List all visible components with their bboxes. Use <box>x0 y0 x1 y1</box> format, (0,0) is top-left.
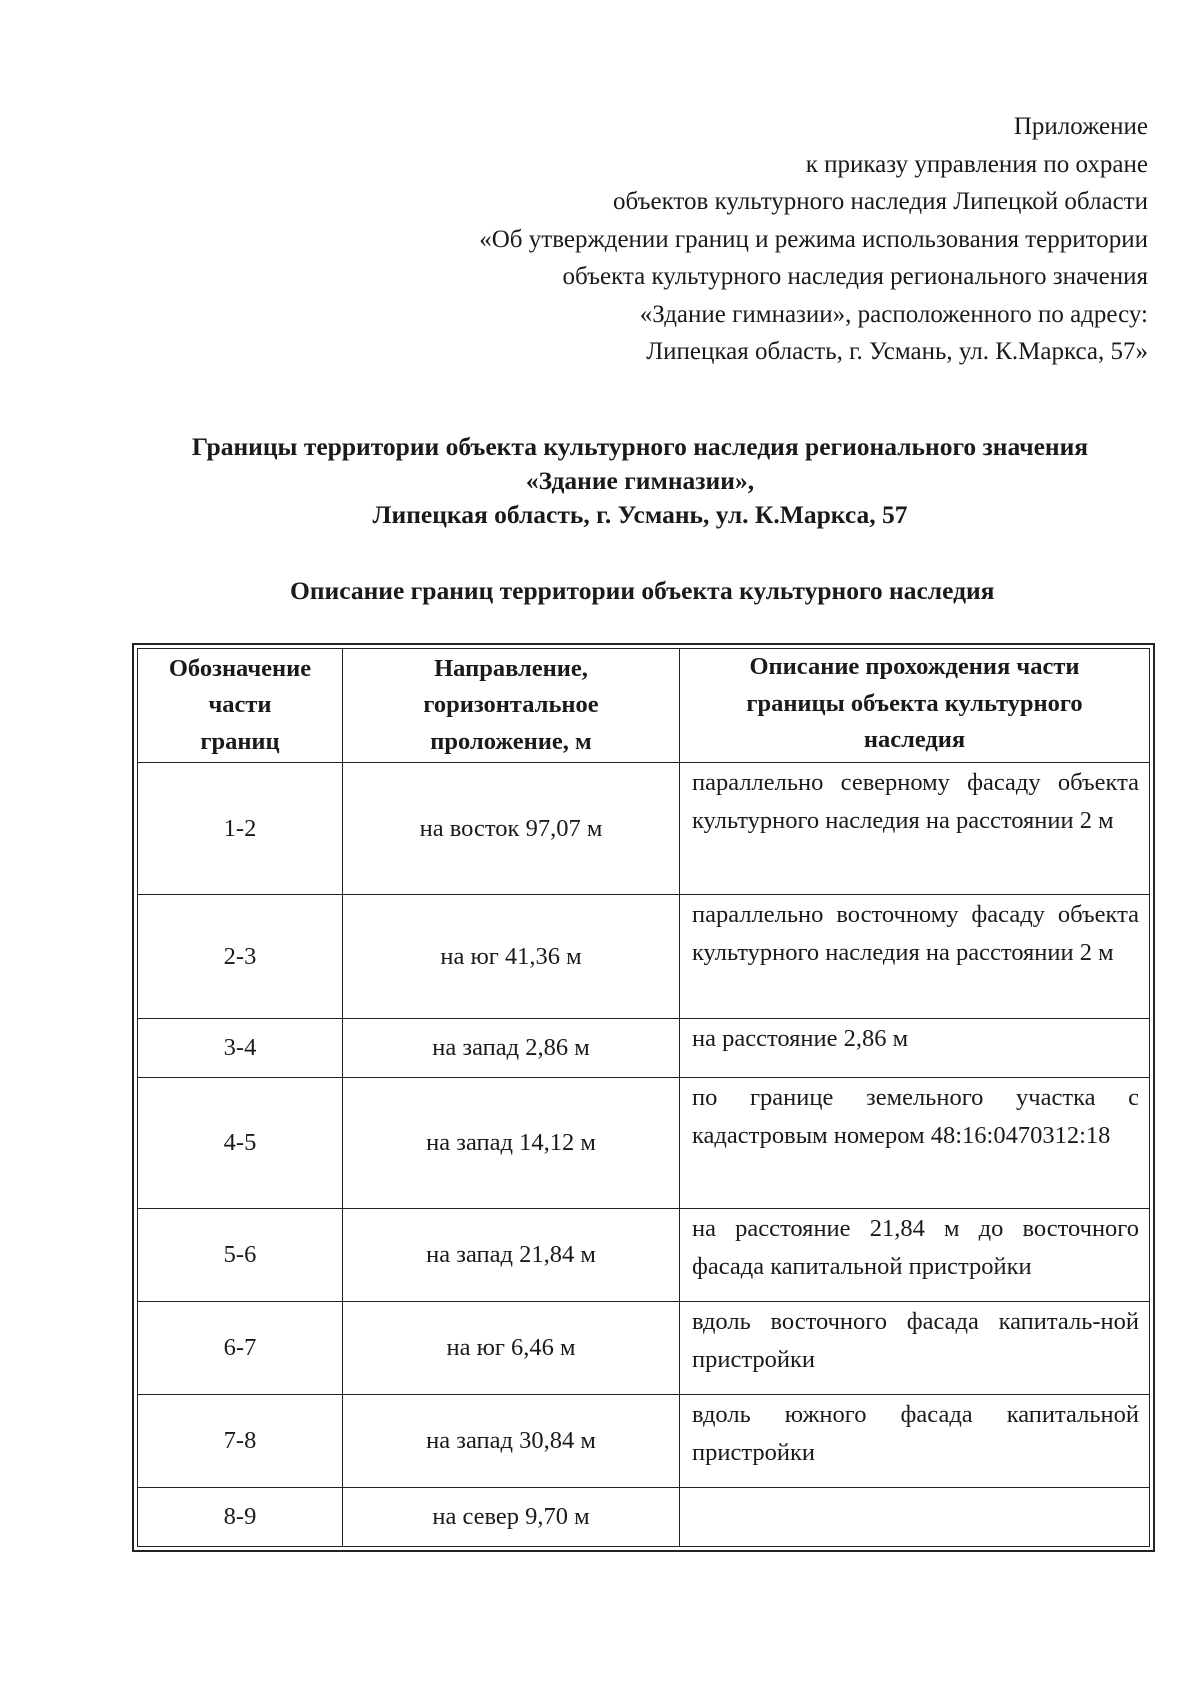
header-description: Описание прохождения части границы объекта культурного наследия <box>680 649 1150 763</box>
table-row <box>138 763 1150 895</box>
table-row <box>138 1488 1150 1547</box>
cell-part: 5-6 <box>138 1209 343 1302</box>
cell-direction: на юг 41,36 м <box>343 895 680 1019</box>
table-row <box>138 1078 1150 1209</box>
cell-direction: на запад 30,84 м <box>343 1395 680 1488</box>
cell-direction: на запад 21,84 м <box>343 1209 680 1302</box>
cell-part: 4-5 <box>138 1078 343 1209</box>
appendix-line: Приложение <box>1013 113 1148 140</box>
appendix-line: «Об утверждении границ и режима использования территории <box>479 225 1148 253</box>
cell-part: 6-7 <box>138 1302 343 1395</box>
table-caption: Описание границ территории объекта культурного наследия <box>290 576 995 605</box>
cell-direction: на юг 6,46 м <box>343 1302 680 1395</box>
cell-direction: на запад 14,12 м <box>343 1078 680 1209</box>
table-row <box>138 1019 1150 1078</box>
appendix-line: к приказу управления по охране <box>805 150 1148 178</box>
document-title <box>140 430 1140 532</box>
boundary-table-frame <box>132 643 1155 1552</box>
cell-description: вдоль восточного фасада капиталь-ной пристройки <box>680 1302 1150 1395</box>
header-direction: Направление, горизонтальное проложение, м <box>343 649 680 763</box>
table-row <box>138 1395 1150 1488</box>
cell-direction: на восток 97,07 м <box>343 763 680 895</box>
header-part: Обозначение части границ <box>138 649 343 763</box>
table-header-row <box>138 649 1150 763</box>
cell-direction: на север 9,70 м <box>343 1488 680 1547</box>
cell-part: 3-4 <box>138 1019 343 1078</box>
cell-part: 1-2 <box>138 763 343 895</box>
table-row <box>138 1302 1150 1395</box>
cell-description: параллельно восточному фасаду объекта культурного наследия на расстоянии 2 м <box>680 895 1150 1019</box>
title-line: Липецкая область, г. Усмань, ул. К.Маркса, 57 <box>372 500 908 529</box>
appendix-line: объектов культурного наследия Липецкой области <box>613 188 1148 215</box>
cell-description: на расстояние 2,86 м <box>680 1019 1150 1078</box>
table-row <box>138 895 1150 1019</box>
cell-description <box>680 1488 1150 1547</box>
cell-part: 7-8 <box>138 1395 343 1488</box>
cell-part: 2-3 <box>138 895 343 1019</box>
cell-part: 8-9 <box>138 1488 343 1547</box>
title-line: «Здание гимназии», <box>525 466 755 495</box>
cell-description: вдоль южного фасада капитальной пристройки <box>680 1395 1150 1488</box>
title-line: Границы территории объекта культурного наследия регионального значения <box>191 432 1089 461</box>
table-row <box>138 1209 1150 1302</box>
cell-direction: на запад 2,86 м <box>343 1019 680 1078</box>
appendix-line: Липецкая область, г. Усмань, ул. К.Маркса, 57» <box>646 338 1148 365</box>
boundary-table <box>137 648 1150 1547</box>
appendix-block <box>479 108 1148 371</box>
appendix-line: «Здание гимназии», расположенного по адресу: <box>639 300 1148 328</box>
appendix-line: объекта культурного наследия регионального значения <box>562 263 1148 290</box>
cell-description: на расстояние 21,84 м до восточного фасада капитальной пристройки <box>680 1209 1150 1302</box>
cell-description: параллельно северному фасаду объекта культурного наследия на расстоянии 2 м <box>680 763 1150 895</box>
cell-description: по границе земельного участка с кадастровым номером 48:16:0470312:18 <box>680 1078 1150 1209</box>
